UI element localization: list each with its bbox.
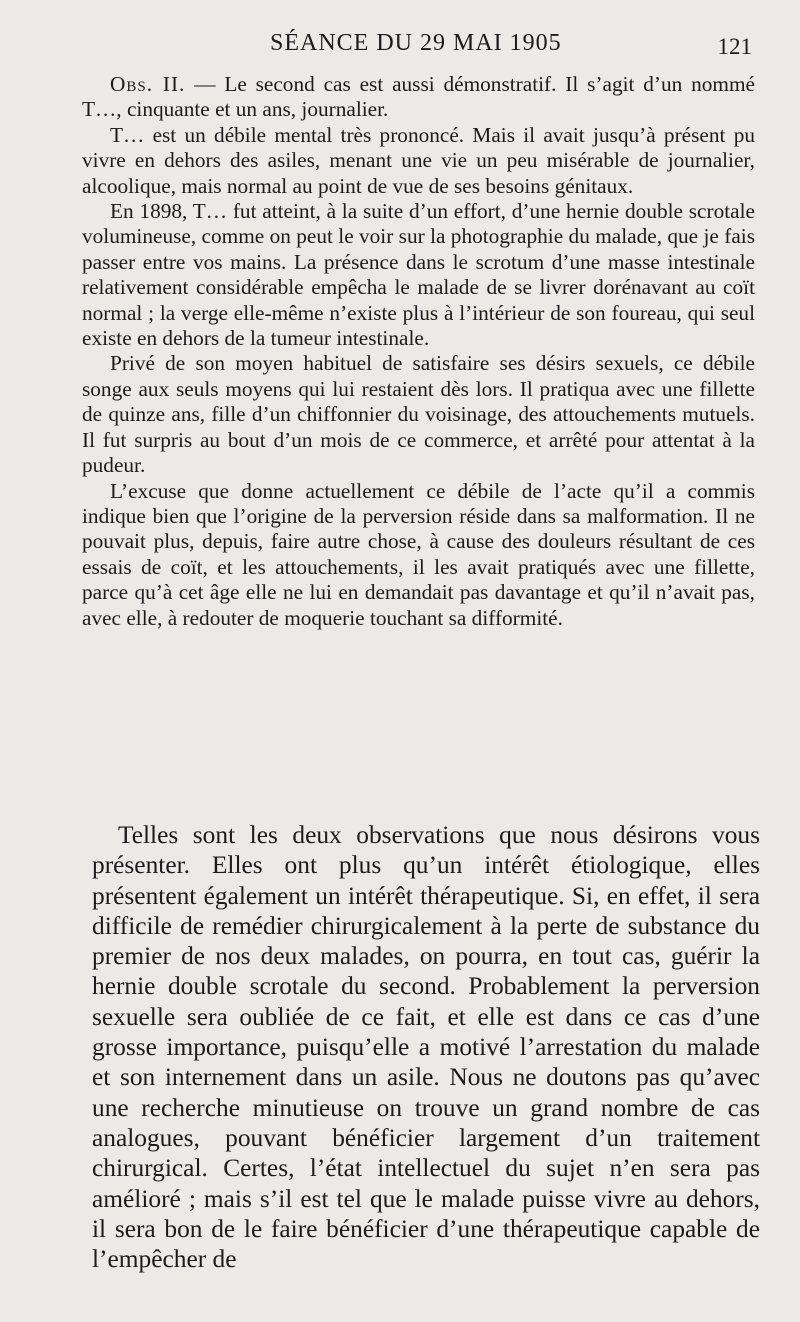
- conclusion-paragraph: Telles sont les deux observations que nous désirons vous présenter. Elles ont plus qu’un intérêt étiologique, elles présentent également un intérêt thérapeutique. Si, en effet, il sera difficile de remédier chirurgicalement à la perte de substance du premier de nos deux malades, on pourra, en tout cas, guérir la hernie double scrotale du second. Probablement la perversion sexuelle sera oubliée de ce fait, et elle est dans ce cas d’une grosse importance, puisqu’elle a motivé l’arrestation du malade et son internement dans un asile. Nous ne doutons pas qu’avec une recherche minutieuse on trouve un grand nombre de cas analogues, pouvant bénéficier largement d’un traitement chirurgical. Certes, l’état intellectuel du sujet n’en sera pas amélioré ; mais s’il est tel que le malade puisse vivre au dehors, il sera bon de le faire bénéficier d’une thérapeutique capable de l’empêcher de: [92, 821, 760, 1274]
- observation-paragraph: [82, 72, 755, 123]
- observation-intro-text: — Le second cas est aussi démonstratif. Il s’agit d’un nommé T…, cinquante et un ans, journalier.: [82, 72, 755, 122]
- observation-paragraph: T… est un débile mental très prononcé. Mais il avait jusqu’à présent pu vivre en dehors des asiles, menant une vie un peu misérable de journalier, alcoolique, mais normal au point de vue de ses besoins génitaux.: [82, 122, 755, 198]
- conclusion-section: [92, 820, 760, 1274]
- observation-paragraph: Privé de son moyen habituel de satisfaire ses désirs sexuels, ce débile songe aux seuls moyens qui lui restaient dès lors. Il pratiqua avec une fillette de quinze ans, fille d’un chiffonnier du voisinage, des attouchements mutuels. Il fut surpris au bout d’un mois de ce commerce, et arrêté pour attentat à la pudeur.: [82, 351, 755, 478]
- observation-label: Obs. II.: [110, 72, 186, 96]
- observation-paragraph: L’excuse que donne actuellement ce débile de l’acte qu’il a commis indique bien que l’origine de la perversion réside dans sa malformation. Il ne pouvait plus, depuis, faire autre chose, à cause des douleurs résultant de ces essais de coït, et les attouchements, il les avait pratiqués avec une fillette, parce qu’à cet âge elle ne lui en demandait pas davantage et qu’il n’avait pas, avec elle, à redouter de moquerie touchant sa difformité.: [82, 478, 755, 630]
- observation-section: [82, 72, 755, 631]
- observation-paragraph: En 1898, T… fut atteint, à la suite d’un effort, d’une hernie double scrotale volumineuse, comme on peut le voir sur la photographie du malade, que je fais passer entre vos mains. La présence dans le scrotum d’une masse intestinale relativement considérable empêcha le malade de se livrer dorénavant au coït normal ; la verge elle-même n’existe plus à l’intérieur de son foureau, qui seul existe en dehors de la tumeur intestinale.: [82, 199, 755, 351]
- page-number: 121: [717, 34, 752, 59]
- page-header: [80, 30, 770, 66]
- running-title: SÉANCE DU 29 MAI 1905: [270, 30, 562, 56]
